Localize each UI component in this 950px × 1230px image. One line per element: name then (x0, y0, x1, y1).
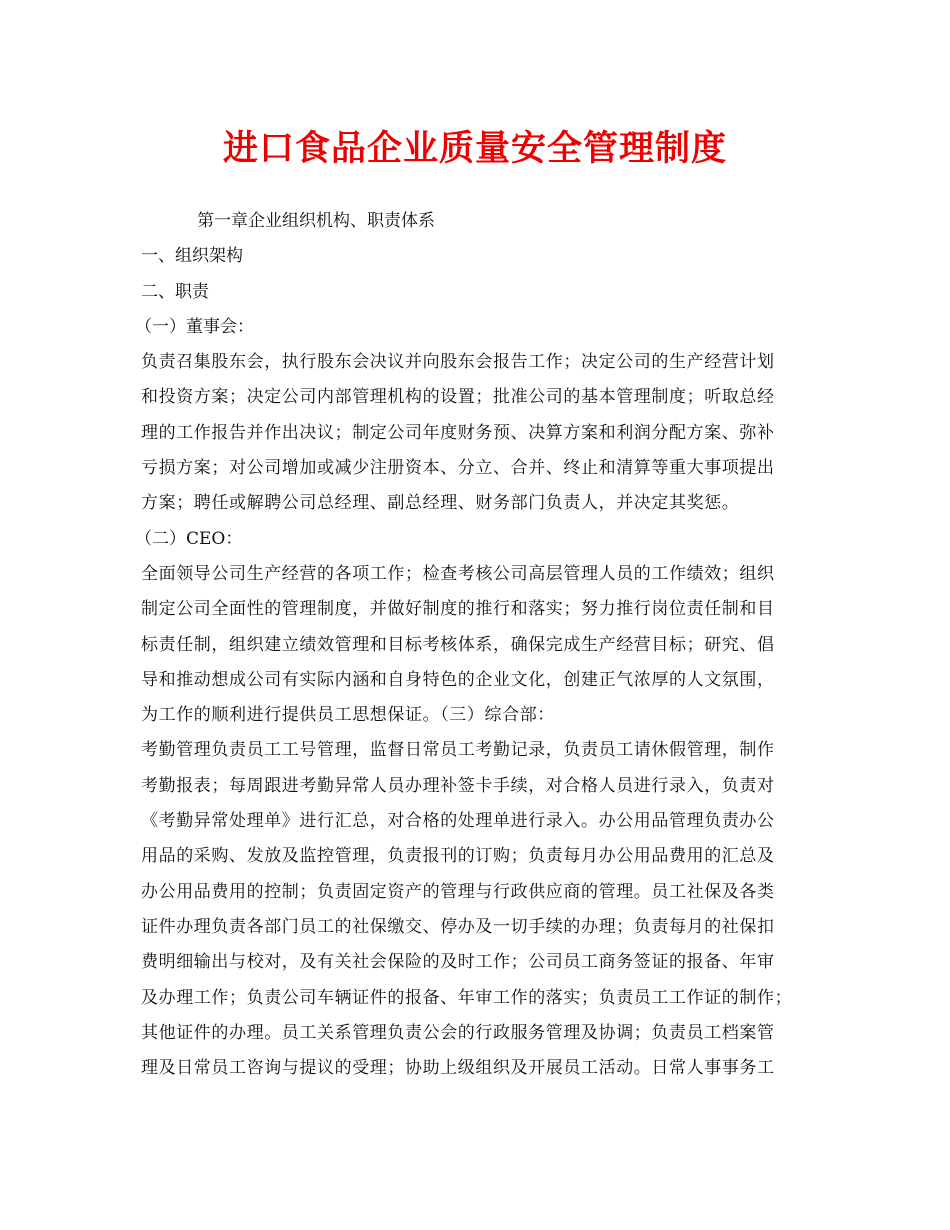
text-line: 制定公司全面性的管理制度，并做好制度的推行和落实；努力推行岗位责任制和目 (141, 599, 775, 620)
text-line: 和投资方案；决定公司内部管理机构的设置；批准公司的基本管理制度；听取总经 (141, 387, 775, 408)
text-line: 其他证件的办理。员工关系管理负责公会的行政服务管理及协调；负责员工档案管 (141, 1022, 775, 1043)
text-line: 导和推动想成公司有实际内涵和自身特色的企业文化，创建正气浓厚的人文氛围， (141, 669, 775, 690)
text-line: 《考勤异常处理单》进行汇总，对合格的处理单进行录入。办公用品管理负责办公 (141, 811, 775, 832)
text-line: 理的工作报告并作出决议；制定公司年度财务预、决算方案和利润分配方案、弥补 (141, 422, 775, 443)
paragraph-board (141, 345, 817, 521)
paragraph-ceo (141, 557, 817, 733)
text-line: 亏损方案；对公司增加或减少注册资本、分立、合并、终止和清算等重大事项提出 (141, 458, 775, 479)
text-line: 及办理工作；负责公司车辆证件的报备、年审工作的落实；负责员工工作证的制作； (141, 987, 793, 1008)
text-line: 用品的采购、发放及监控管理，负责报刊的订购；负责每月办公用品费用的汇总及 (141, 846, 775, 867)
text-line: 标责任制，组织建立绩效管理和目标考核体系，确保完成生产经营目标；研究、倡 (141, 634, 775, 655)
text-line: 理及日常员工咨询与提议的受理；协助上级组织及开展员工活动。日常人事事务工 (141, 1058, 775, 1079)
section-heading-duties: 二、职责 (141, 281, 209, 302)
text-line: 为工作的顺利进行提供员工思想保证。（三）综合部： (141, 705, 555, 726)
subsection-heading-board: （一）董事会： (135, 316, 254, 337)
text-line: 考勤管理负责员工工号管理，监督日常员工考勤记录，负责员工请休假管理，制作 (141, 740, 775, 761)
text-line: 全面领导公司生产经营的各项工作；检查考核公司高层管理人员的工作绩效；组织 (141, 563, 775, 584)
text-line: 考勤报表；每周跟进考勤异常人员办理补签卡手续，对合格人员进行录入，负责对 (141, 775, 775, 796)
text-line: 费明细输出与校对，及有关社会保险的及时工作；公司员工商务签证的报备、年审 (141, 952, 775, 973)
section-heading-org-structure: 一、组织架构 (141, 246, 243, 267)
subsection-heading-ceo: （二）CEO： (135, 528, 243, 549)
text-line: 证件办理负责各部门员工的社保缴交、停办及一切手续的办理；负责每月的社保扣 (141, 916, 775, 937)
paragraph-general-dept (141, 733, 817, 1086)
text-line: 办公用品费用的控制；负责固定资产的管理与行政供应商的管理。员工社保及各类 (141, 881, 775, 902)
document-body (135, 204, 817, 1086)
text-line: 负责召集股东会，执行股东会决议并向股东会报告工作；决定公司的生产经营计划 (141, 352, 775, 373)
chapter-heading: 第一章企业组织机构、职责体系 (197, 211, 435, 231)
text-line: 方案；聘任或解聘公司总经理、副总经理、财务部门负责人，并决定其奖惩。 (141, 493, 740, 514)
document-title: 进口食品企业质量安全管理制度 (222, 128, 727, 169)
